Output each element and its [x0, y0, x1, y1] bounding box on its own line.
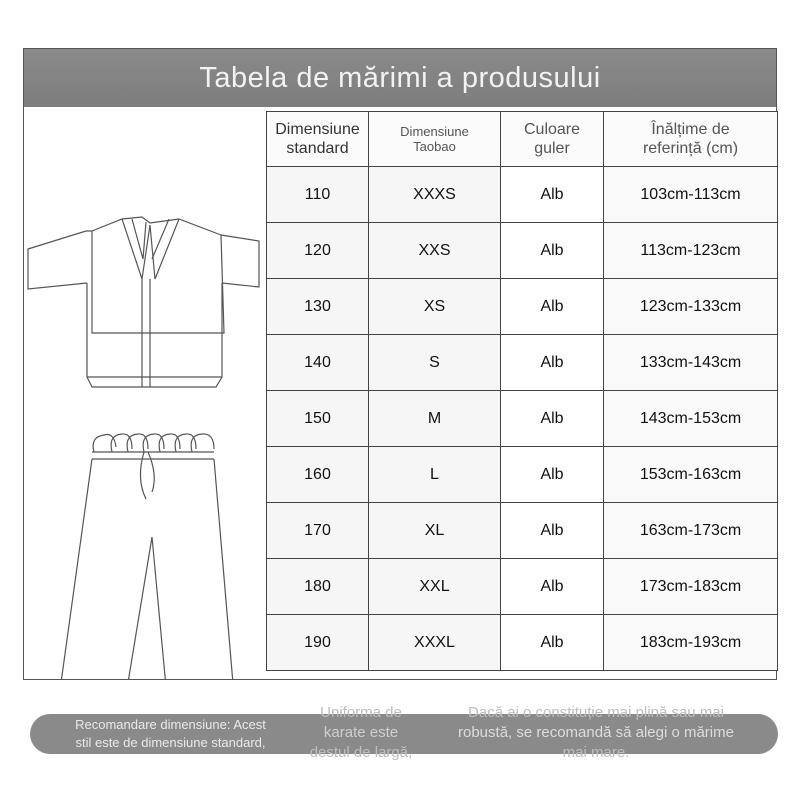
collar-color-cell: Alb — [501, 279, 604, 335]
larger-size-advice: Dacă ai o constituție mai plină sau mai robustă, se recomandă să alegi o mărime mai mare. — [458, 704, 734, 761]
collar-color-cell: Alb — [501, 335, 604, 391]
taobao-size-cell: XXXL — [369, 615, 501, 671]
taobao-size-cell: XL — [369, 503, 501, 559]
standard-size-cell: 190 — [267, 615, 369, 671]
standard-size-cell: 120 — [267, 223, 369, 279]
reference-height-cell: 133cm-143cm — [604, 335, 778, 391]
standard-size-cell: 150 — [267, 391, 369, 447]
taobao-size-cell: XXL — [369, 559, 501, 615]
table-row — [267, 223, 778, 279]
collar-color-cell: Alb — [501, 447, 604, 503]
taobao-size-cell: XXS — [369, 223, 501, 279]
collar-color-cell: Alb — [501, 167, 604, 223]
standard-size-cell: 160 — [267, 447, 369, 503]
header-taobao-size: Dimensiune Taobao — [369, 112, 501, 167]
taobao-size-cell: L — [369, 447, 501, 503]
table-row — [267, 559, 778, 615]
taobao-size-cell: S — [369, 335, 501, 391]
table-row — [267, 279, 778, 335]
page-title: Tabela de mărimi a produsului — [24, 49, 776, 107]
taobao-size-cell: XXXS — [369, 167, 501, 223]
header-standard-size: Dimensiune standard — [267, 112, 369, 167]
reference-height-cell: 173cm-183cm — [604, 559, 778, 615]
collar-color-cell: Alb — [501, 503, 604, 559]
table-header-row — [267, 112, 778, 167]
uniform-fit-note: Uniforma de karate este destul de largă, — [309, 704, 413, 761]
taobao-size-cell: M — [369, 391, 501, 447]
standard-size-cell: 180 — [267, 559, 369, 615]
standard-size-cell: 130 — [267, 279, 369, 335]
reference-height-cell: 113cm-123cm — [604, 223, 778, 279]
reference-height-cell: 163cm-173cm — [604, 503, 778, 559]
reference-height-cell: 143cm-153cm — [604, 391, 778, 447]
karate-jacket-icon — [28, 217, 259, 387]
reference-height-cell: 153cm-163cm — [604, 447, 778, 503]
table-row — [267, 503, 778, 559]
header-reference-height: Înălțime de referință (cm) — [604, 112, 778, 167]
table-row — [267, 615, 778, 671]
reference-height-cell: 103cm-113cm — [604, 167, 778, 223]
size-recommendation-text: Recomandare dimensiune: Acest stil este de dimensiune standard, — [75, 717, 266, 750]
standard-size-cell: 170 — [267, 503, 369, 559]
karate-pants-icon — [56, 434, 236, 679]
standard-size-cell: 140 — [267, 335, 369, 391]
collar-color-cell: Alb — [501, 223, 604, 279]
collar-color-cell: Alb — [501, 615, 604, 671]
table-row — [267, 447, 778, 503]
taobao-size-cell: XS — [369, 279, 501, 335]
header-collar-color: Culoare guler — [501, 112, 604, 167]
uniform-illustration — [24, 107, 266, 679]
reference-height-cell: 123cm-133cm — [604, 279, 778, 335]
table-row — [267, 167, 778, 223]
size-table — [266, 111, 778, 671]
table-row — [267, 391, 778, 447]
reference-height-cell: 183cm-193cm — [604, 615, 778, 671]
standard-size-cell: 110 — [267, 167, 369, 223]
collar-color-cell: Alb — [501, 391, 604, 447]
table-row — [267, 335, 778, 391]
size-chart-frame — [23, 48, 777, 680]
collar-color-cell: Alb — [501, 559, 604, 615]
